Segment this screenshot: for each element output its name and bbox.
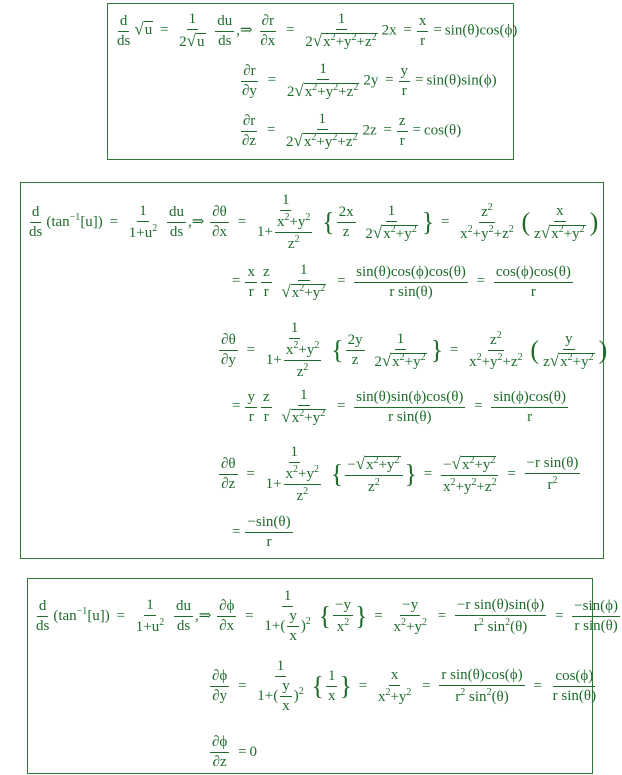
equation-theta-z-result: = $\frac{-\sin(\theta)}{r}$ (232, 514, 291, 550)
equation-theta-y: $\frac{\partial\theta}{\partial y}$ = 1 1+ $\frac{x^2+y^2}{z^2}$ { $\frac{2y}{z}$ $\frac{1}{2√x^2+y^2}$ } = $\frac{z^2}{x^2+y^2+z^2}$ ( $\frac{y}{z√x^2+y^2}$ ) (221, 320, 608, 380)
equation-phi-z: $\frac{\partial\phi}{\partial z}$ = 0 (212, 734, 258, 770)
equation-theta-y-result: = $\frac{y}{r}$ $\frac{z}{r}$ $\frac{1}{√x^2+y^2}$ = $\frac{\sin(\theta)\sin(\phi)\cos(\theta)}{\text{r sin(θ)}}$ = $\frac{\sin(\phi)\cos(\theta)}{r}$ (232, 387, 566, 426)
equation-phi-x: $\frac{d}{ds}$ $(\tan^{-1}[u])$ = $\frac{1}{1+u^2}$ $\frac{du}{ds}$ ,⇒ $\frac{\partial\phi}{\partial x}$ = 1 1+( $\frac{y}{x}$ )$^2$ { $\frac{-y}{x^2}$ } = $\frac{-y}{x^2+y^2}$ = $\frac{\text{−r sin(θ)sin(ϕ)}}{r^2 \sin^2(\theta)}$ = $\frac{-\sin(\phi)}{\text{r sin(θ)}}$ (36, 588, 619, 644)
equation-r-z: $\frac{\partial r}{\partial z}$ = $\frac{1}{2√x^2+y^2+z^2}$ 2z = $\frac{z}{r}$ = cos(θ) (242, 111, 462, 150)
equation-phi-y: $\frac{\partial\phi}{\partial y}$ = 1 1+( $\frac{y}{x}$ )$^2$ { $\frac{1}{x}$ } = $\frac{x}{x^2+y^2}$ = $\frac{\text{r sin(θ)cos(ϕ)}}{r^2 \sin^2(\theta)}$ = $\frac{\cos(\phi)}{\text{r sin(θ)}}$ (212, 658, 597, 714)
equation-theta-x: $\frac{d}{ds}$ $(\tan^{-1}[u])$ = $\frac{1}{1+u^2}$ $\frac{du}{ds}$ ,⇒ $\frac{\partial\theta}{\partial x}$ = 1 1+ $\frac{x^2+y^2}{z^2}$ { $\frac{2x}{z}$ $\frac{1}{2√x^2+y^2}$ } = $\frac{z^2}{x^2+y^2+z^2}$ ( $\frac{x}{z√x^2+y^2}$ ) (29, 192, 599, 252)
equation-theta-x-result: = $\frac{x}{r}$ $\frac{z}{r}$ $\frac{1}{√x^2+y^2}$ = $\frac{\sin(\theta)\cos(\phi)\cos(\theta)}{\text{r sin(θ)}}$ = $\frac{\cos(\phi)\cos(\theta)}{r}$ (232, 262, 571, 301)
equation-theta-z: $\frac{\partial\theta}{\partial z}$ = 1 1+ $\frac{x^2+y^2}{z^2}$ { $\frac{-√x^2+y^2}{z^2}$ } = $\frac{-√x^2+y^2}{x^2+y^2+z^2}$ = $\frac{\text{−r sin(θ)}}{r^2}$ (221, 444, 579, 504)
equation-box-phi (27, 578, 619, 774)
equation-box-theta (20, 182, 608, 559)
equation-box-r (107, 3, 518, 160)
equation-r-x: $\frac{d}{ds}$ √u = $\frac{1}{2√u}$ $\frac{du}{ds}$ ,⇒ $\frac{\partial r}{\partial x}$ = $\frac{1}{2√x^2+y^2+z^2}$ 2x = $\frac{x}{r}$ = sin(θ)cos(ϕ) (117, 11, 518, 50)
equation-r-y: $\frac{\partial r}{\partial y}$ = $\frac{1}{2√x^2+y^2+z^2}$ 2y = $\frac{y}{r}$ = sin(θ)sin(ϕ) (242, 61, 497, 100)
